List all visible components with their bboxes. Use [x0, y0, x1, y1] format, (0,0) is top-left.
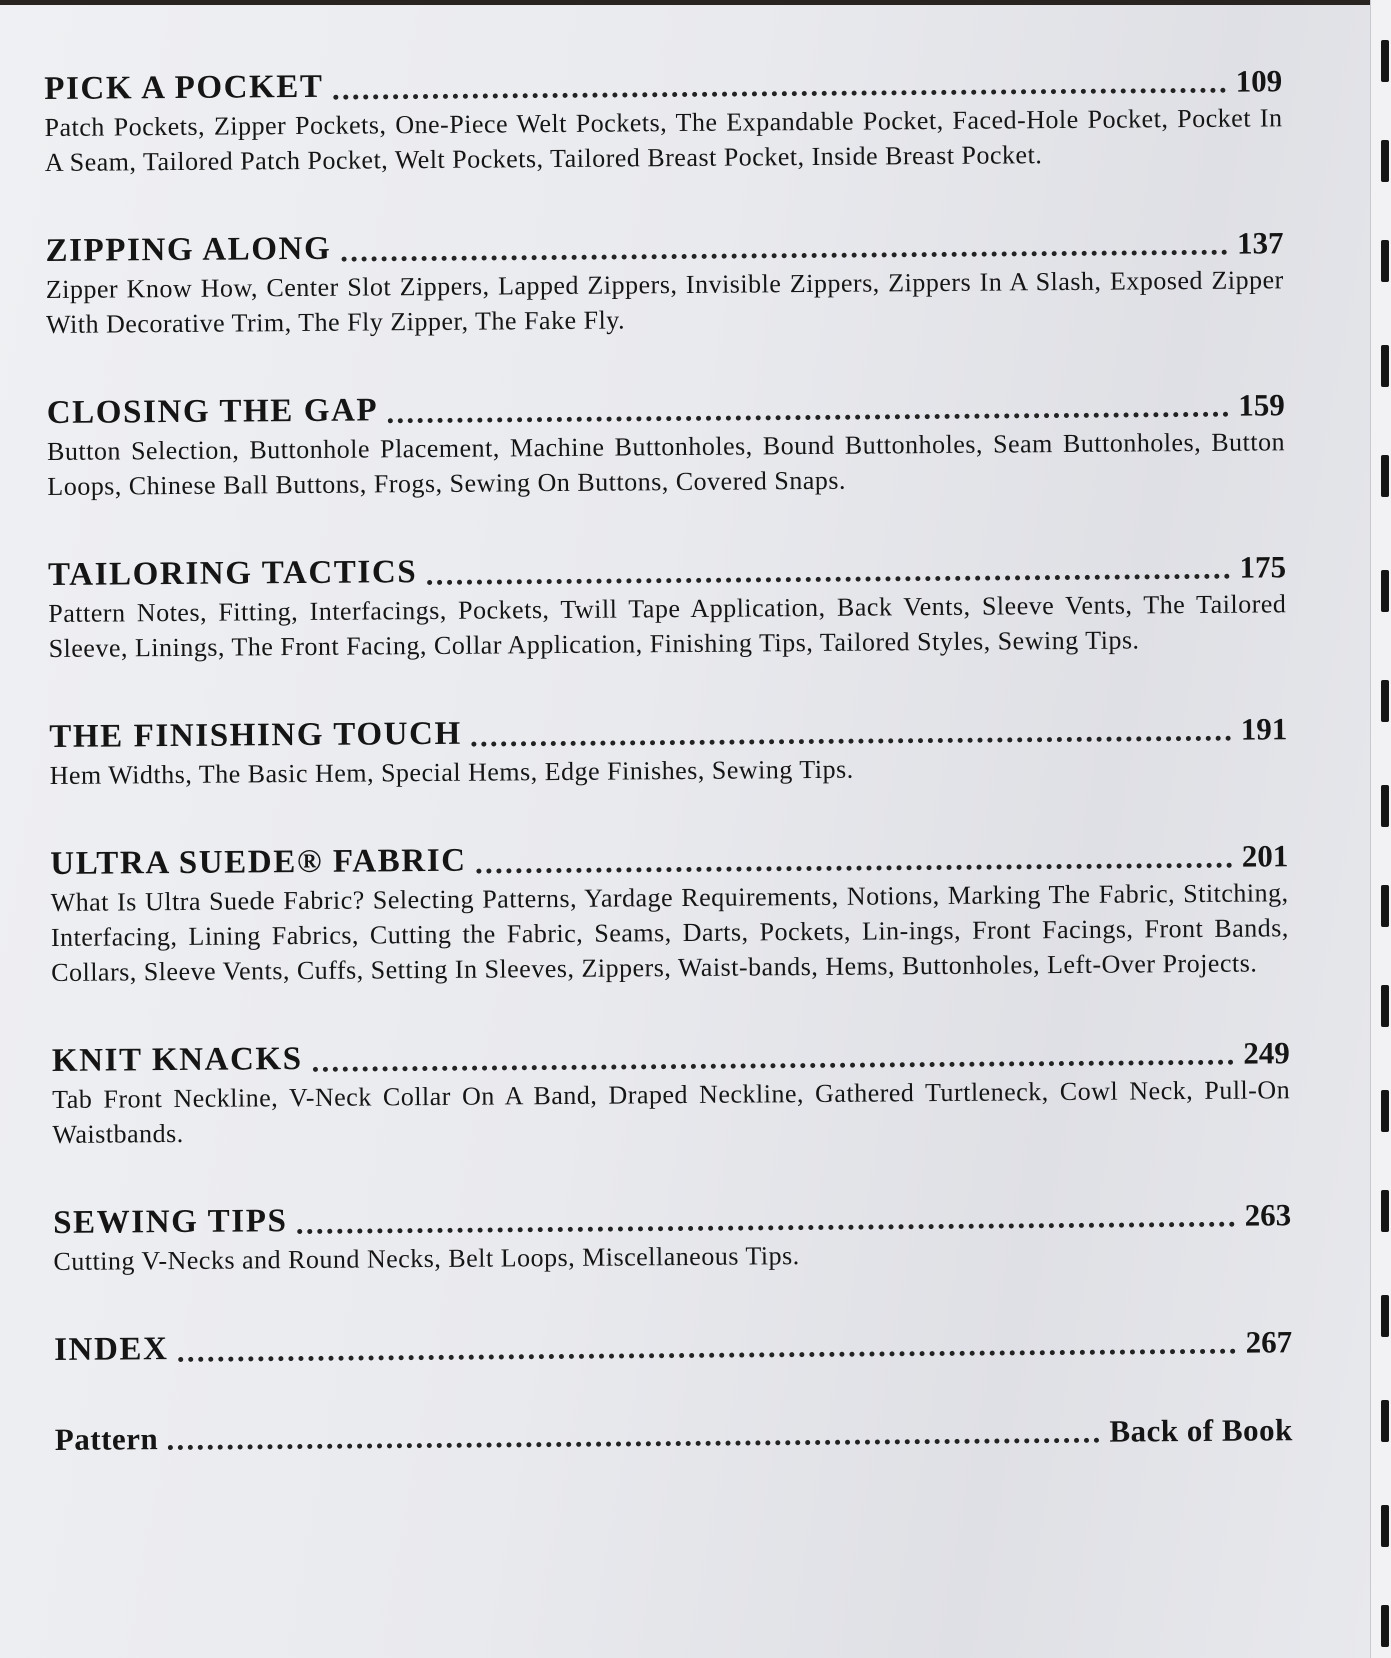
- page-number: 249: [1243, 1035, 1290, 1071]
- chapter-title: SEWING TIPS: [53, 1203, 288, 1241]
- binding-ring: [1381, 240, 1389, 282]
- dot-leader: [388, 412, 1228, 424]
- chapter-topics: Patch Pockets, Zipper Pockets, One-Piece Welt Pockets, The Expandable Pocket, Faced-Hole Pocket, Pocket In A Seam, Tailored Patch Pocket, Welt Pockets, Tailored Breast Pocket, Inside Breast Pocket.: [44, 103, 1283, 177]
- page-number: 267: [1245, 1324, 1293, 1360]
- toc-entry-pattern: [55, 1397, 1293, 1455]
- page-top-shadow: [0, 0, 1371, 5]
- chapter-title: ZIPPING ALONG: [45, 230, 332, 269]
- binding-ring: [1381, 1295, 1389, 1337]
- chapter-title: Pattern: [54, 1421, 159, 1457]
- toc-heading-line: [54, 1309, 1292, 1367]
- binding-ring: [1381, 1505, 1389, 1547]
- chapter-title: TAILORING TACTICS: [47, 554, 418, 593]
- binding-ring: [1381, 345, 1389, 387]
- toc-heading-line: [45, 210, 1283, 268]
- page-number: 263: [1244, 1197, 1292, 1233]
- chapter-topics: Zipper Know How, Center Slot Zippers, Lapped Zippers, Invisible Zippers, Zippers In A Slash, Exposed Zipper With Decorative Trim, The Fly Zipper, The Fake Fly.: [45, 265, 1284, 339]
- toc-entry-the-finishing-touch: [49, 696, 1288, 793]
- binding-ring: [1381, 455, 1389, 497]
- page-number: 159: [1238, 387, 1285, 423]
- dot-leader: [313, 1060, 1234, 1072]
- binding-ring: [1381, 985, 1389, 1027]
- toc-entry-tailoring-tactics: [48, 534, 1287, 666]
- binding-ring: [1381, 140, 1389, 182]
- binding-ring: [1381, 1400, 1389, 1442]
- toc-heading-line: [49, 696, 1287, 754]
- toc-heading-line: [48, 534, 1286, 592]
- toc-entry-zipping-along: [45, 210, 1284, 342]
- page-number: 191: [1240, 711, 1288, 747]
- binding-ring: [1381, 570, 1389, 612]
- page-number: 175: [1239, 549, 1287, 585]
- chapter-topics: Button Selection, Buttonhole Placement, Machine Buttonholes, Bound Buttonholes, Seam Buttonholes, Button Loops, Chinese Ball Buttons, Frogs, Sewing On Buttons, Covered Snaps.: [46, 427, 1286, 501]
- chapter-title: KNIT KNACKS: [51, 1040, 303, 1079]
- toc-heading-line: [47, 372, 1285, 430]
- chapter-title: INDEX: [54, 1331, 169, 1368]
- chapter-topics: Pattern Notes, Fitting, Interfacings, Pockets, Twill Tape Application, Back Vents, Sleeve Vents, The Tailored Sleeve, Linings, The Front Facing, Collar Application, Finishing Tips, Tailored Styles, Sewing Tips.: [48, 589, 1287, 663]
- page-number: 109: [1235, 63, 1283, 99]
- binding-ring: [1381, 785, 1389, 827]
- binding-ring: [1381, 1190, 1389, 1232]
- page-number: 137: [1236, 225, 1284, 261]
- dot-leader: [477, 863, 1232, 874]
- spiral-binding: [1370, 0, 1391, 1658]
- table-of-contents: [44, 48, 1293, 1495]
- chapter-title: PICK A POCKET: [44, 68, 324, 107]
- chapter-title: THE FINISHING TOUCH: [49, 715, 462, 755]
- chapter-title: CLOSING THE GAP: [46, 392, 379, 431]
- toc-entry-index: [54, 1309, 1292, 1367]
- dot-leader: [472, 736, 1231, 747]
- toc-entry-pick-a-pocket: [44, 48, 1283, 180]
- toc-heading-line: [55, 1397, 1293, 1455]
- dot-leader: [341, 250, 1227, 262]
- toc-entry-ultra-suede-fabric: [50, 823, 1289, 990]
- toc-heading-line: [44, 48, 1282, 106]
- binding-ring: [1381, 885, 1389, 927]
- binding-ring: [1381, 1090, 1389, 1132]
- chapter-topics: What Is Ultra Suede Fabric? Selecting Patterns, Yardage Requirements, Notions, Marking The Fabric, Stitching, Interfacing, Lining Fabrics, Cutting the Fabric, Seams, Darts, Pockets, Lin-ings, Front Facings, Front Bands, Collars, Sleeve Vents, Cuffs, Setting In Sleeves, Zippers, Waist-bands, Hems, Buttonholes, Left-Over Projects.: [50, 878, 1289, 987]
- page-number: 201: [1241, 838, 1289, 874]
- toc-heading-line: [50, 823, 1288, 881]
- page-number: Back of Book: [1109, 1412, 1293, 1449]
- toc-entry-closing-the-gap: [47, 372, 1286, 504]
- binding-ring: [1381, 680, 1389, 722]
- chapter-topics: Tab Front Neckline, V-Neck Collar On A Band, Draped Neckline, Gathered Turtleneck, Cowl Neck, Pull-On Waistbands.: [52, 1075, 1291, 1149]
- dot-leader: [298, 1222, 1235, 1234]
- toc-heading-line: [52, 1020, 1290, 1078]
- toc-heading-line: [53, 1182, 1291, 1240]
- dot-leader: [179, 1349, 1236, 1362]
- chapter-title: ULTRA SUEDE® FABRIC: [50, 842, 467, 882]
- toc-entry-knit-knacks: [52, 1020, 1291, 1152]
- toc-entry-sewing-tips: [53, 1182, 1292, 1279]
- dot-leader: [334, 88, 1226, 100]
- binding-ring: [1381, 1605, 1389, 1647]
- binding-ring: [1381, 40, 1389, 82]
- dot-leader: [427, 574, 1229, 585]
- dot-leader: [168, 1438, 1099, 1450]
- chapter-topics: Cutting V-Necks and Round Necks, Belt Loops, Miscellaneous Tips.: [53, 1241, 800, 1276]
- chapter-topics: Hem Widths, The Basic Hem, Special Hems, Edge Finishes, Sewing Tips.: [49, 754, 854, 790]
